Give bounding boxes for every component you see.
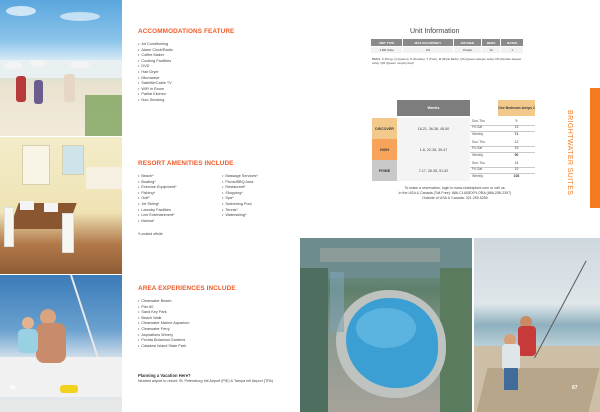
season-weeks: 1-6, 22-35, 39-47 [397, 139, 470, 160]
amenities-heading: RESORT AMENITIES INCLUDE [138, 160, 234, 167]
planning-text: Nearest airport to resort: St. Petersburg Intl Airport (PIE) & Tampa Intl Airport (TPA) [138, 379, 274, 383]
unit-info-key: BEDS: K (King), Q (Queen), D (Double), T (Twin), M (Bunk Beds), QS (Queen sleeper sofa), DS (Double sleeper sofa), QM (Queen murphy bed) [372, 57, 522, 65]
amenities-footnote: *Located offsite [138, 232, 163, 236]
page-number-left: 66 [10, 385, 16, 391]
experience-item: • Sand Key Park [138, 310, 288, 316]
amenities-list-col1 [138, 174, 218, 224]
page-number-right: 67 [572, 385, 578, 391]
accommodation-item: • Microwave [138, 76, 288, 82]
unit-table-cell: Partial [453, 47, 481, 54]
unit-table-row [371, 47, 524, 54]
unit-table-header: KITCHEN [453, 39, 481, 47]
accommodations-list [138, 42, 288, 104]
point-period: Weekly [472, 173, 484, 178]
reservation-line-2: in the USA & Canada (Toll-Free): 866-CLUBEXPLORA (866-258-2397) [398, 191, 512, 196]
unit-table-header: MAX OCCUPANCY [403, 39, 454, 47]
season-weeks: 7-17, 26-35, 51-52 [397, 160, 470, 181]
unit-table-cell: 1k [481, 47, 500, 54]
fishing-photo [474, 238, 600, 412]
boating-photo [0, 275, 122, 412]
experience-item: • Clearwater Beach [138, 299, 288, 305]
side-accent-bar [590, 88, 600, 208]
experience-item: • Aspirations Winery [138, 333, 288, 339]
amenity-item: • Boating* [138, 180, 218, 186]
point-value: 14 [514, 160, 519, 165]
reservation-line-3: Outside of USA & Canada: 321.255.5250 [422, 196, 488, 201]
unit-table-header: BEDS [481, 39, 500, 47]
season-weeks: 18-21, 36-38, 48-50 [397, 118, 470, 139]
planning-title: Planning a Vacation Here? [138, 373, 191, 378]
resort-side-title: BRIGHTWATER SUITES [566, 110, 573, 196]
amenities-list-col2 [222, 174, 302, 219]
unit-table-header: BATHS [501, 39, 524, 47]
point-period: Weekly [472, 131, 484, 136]
reservation-line-1: To make a reservation, login to www.clubexplore.com or call us: [404, 186, 506, 190]
point-period: Weekly [472, 152, 484, 157]
rate-header-weeks: Weeks [397, 100, 470, 116]
accommodation-item: • Coffee Maker [138, 53, 288, 59]
unit-table-cell: 4/3 [403, 47, 454, 54]
amenity-item: • Jet Skiing* [138, 202, 218, 208]
amenity-item: • Swimming Pool [222, 202, 302, 208]
amenity-item: • Exercise Equipment* [138, 185, 218, 191]
experience-item: • Caladesi Island State Park [138, 344, 288, 350]
reservation-info [375, 186, 535, 202]
amenity-item: • Beach* [138, 174, 218, 180]
point-period: Fri-Sat [472, 146, 483, 151]
amenity-item: • Massage Services* [222, 174, 302, 180]
unit-table-header: UNIT TYPE [371, 39, 403, 47]
amenity-item: • Restaurant* [222, 185, 302, 191]
accommodation-item: • Cooking Facilities [138, 59, 288, 65]
accommodation-item: • DVD [138, 64, 288, 70]
rate-header-unit: One Bedroom sleeps 2 [498, 100, 535, 116]
amenity-item: • Marina* [138, 219, 218, 225]
season-name: DISCOVER [372, 118, 397, 139]
season-name: PRIME [372, 160, 397, 181]
amenity-item: • Laundry Facilities [138, 208, 218, 214]
unit-info-title: Unit Information [410, 28, 460, 35]
amenity-item: • Shopping* [222, 191, 302, 197]
suite-interior-photo [0, 137, 122, 274]
unit-table-cell: 1 [501, 47, 524, 54]
experience-item: • Clearwater Marine Aquarium [138, 321, 288, 327]
point-value: 13 [514, 125, 519, 130]
amenity-item: • Tennis* [222, 208, 302, 214]
point-value: 19 [514, 167, 519, 172]
point-period: Sun-Thu [472, 160, 486, 165]
point-value: 15 [514, 146, 519, 151]
accommodation-item: • Hair Dryer [138, 70, 288, 76]
point-period: Fri-Sat [472, 167, 483, 172]
pool-photo [300, 238, 472, 412]
experiences-list [138, 299, 288, 349]
accommodations-heading: ACCOMMODATIONS FEATURE [138, 28, 235, 35]
amenity-item: • Spa* [222, 196, 302, 202]
amenity-item: • Fishing* [138, 191, 218, 197]
accommodation-item: • WiFi in Room [138, 87, 288, 93]
point-period: Sun-Thu [472, 139, 486, 144]
amenity-item: • Waterskiing* [222, 213, 302, 219]
experience-item: • Florida Botanical Gardens [138, 338, 288, 344]
accommodation-item: • Air Conditioning [138, 42, 288, 48]
points-rate-table [372, 100, 535, 180]
point-value: 90 [514, 152, 519, 157]
accommodation-item: • Partial Kitchen [138, 92, 288, 98]
point-period: Sun-Thu [472, 118, 486, 123]
point-value: 71 [514, 131, 519, 136]
amenity-item: • Live Entertainment* [138, 213, 218, 219]
point-value: 12 [514, 139, 519, 144]
experience-item: • Pier 60 [138, 305, 288, 311]
accommodation-item: • Non-Smoking [138, 98, 288, 104]
beach-photo [0, 0, 122, 136]
point-period: Fri-Sat [472, 125, 483, 130]
experience-item: • Beach Walk [138, 316, 288, 322]
experiences-heading: AREA EXPERIENCES INCLUDE [138, 285, 236, 292]
accommodation-item: • Satellite/Cable TV [138, 81, 288, 87]
season-name: HIGH [372, 139, 397, 160]
unit-table-cell: 1 BR Suite [371, 47, 403, 54]
amenity-item: • Picnic/BBQ Area [222, 180, 302, 186]
point-value: 108 [513, 173, 520, 178]
accommodation-item: • Alarm Clock/Radio [138, 48, 288, 54]
point-value: 9 [515, 118, 518, 123]
amenity-item: • Golf* [138, 196, 218, 202]
unit-info-table [370, 38, 524, 54]
experience-item: • Clearwater Ferry [138, 327, 288, 333]
